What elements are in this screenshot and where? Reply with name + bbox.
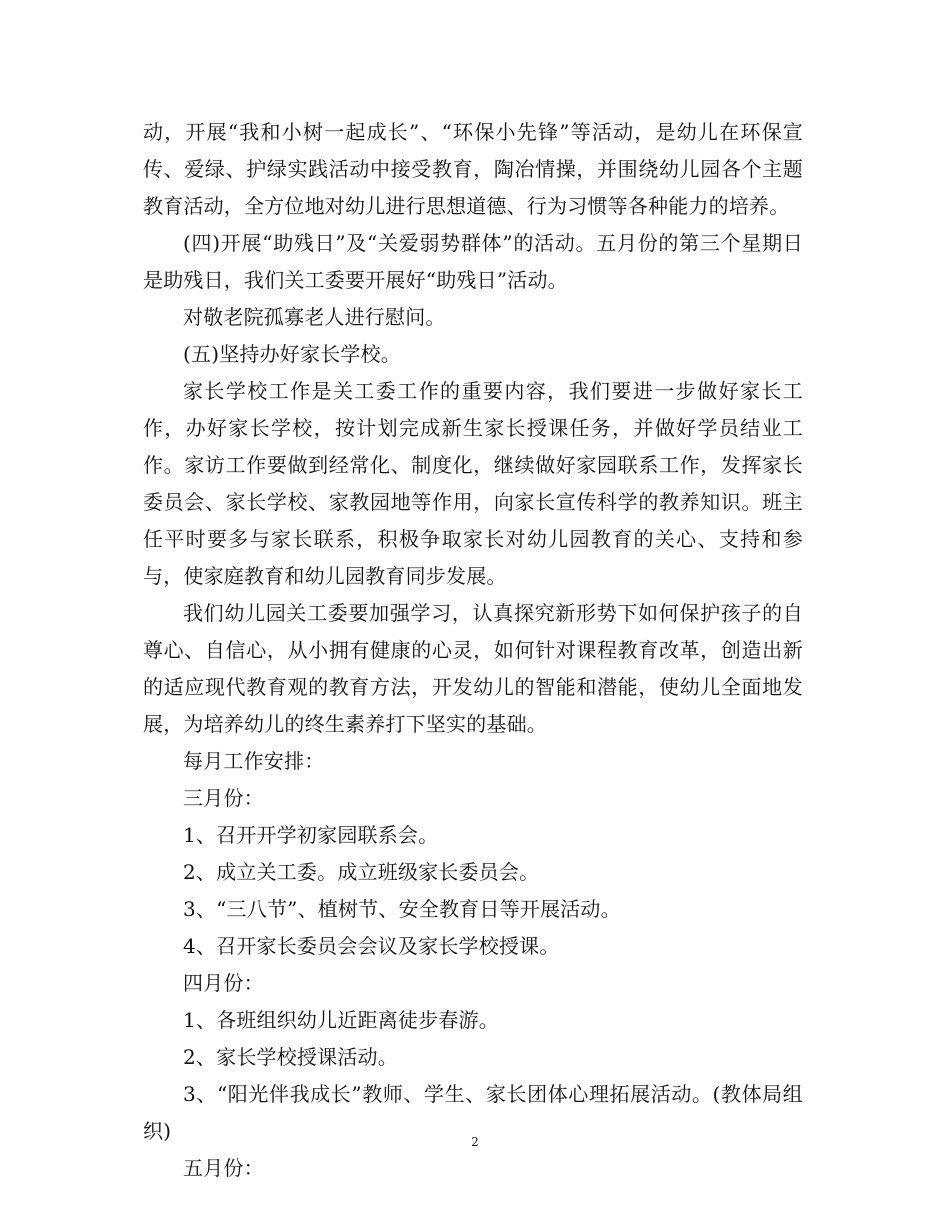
- document-body: [143, 114, 803, 1187]
- month-april-heading: 四月份：: [183, 971, 264, 995]
- month-may-heading: 五月份：: [183, 1156, 264, 1180]
- list-item: 1、各班组织幼儿近距离徒步春游。: [183, 1008, 499, 1032]
- list-item: 1、召开开学初家园联系会。: [183, 823, 439, 847]
- month-march-heading: 三月份：: [183, 786, 264, 810]
- paragraph-continued-activities: 动，开展“我和小树一起成长”、“环保小先锋”等活动，是幼儿在环保宣传、爱绿、护绿实践活动中接受教育，陶冶情操，并围绕幼儿园各个主题教育活动，全方位地对幼儿进行思想道德、行为习惯等各种能力的培养。: [143, 120, 803, 218]
- page-number: 2: [471, 1135, 479, 1149]
- paragraph-parent-school: 家长学校工作是关工委工作的重要内容，我们要进一步做好家长工作，办好家长学校，按计划完成新生家长授课任务，并做好学员结业工作。家访工作要做到经常化、制度化，继续做好家园联系工作，发挥家长委员会、家长学校、家教园地等作用，向家长宣传科学的教养知识。班主任平时要多与家长联系，积极争取家长对幼儿园教育的关心、支持和参与，使家庭教育和幼儿园教育同步发展。: [143, 379, 803, 588]
- paragraph-learning: 我们幼儿园关工委要加强学习，认真探究新形势下如何保护孩子的自尊心、自信心，从小拥有健康的心灵，如何针对课程教育改革，创造出新的适应现代教育观的教育方法，开发幼儿的智能和潜能，使幼儿全面地发展，为培养幼儿的终生素养打下坚实的基础。: [143, 601, 803, 736]
- list-item: 2、成立关工委。成立班级家长委员会。: [183, 860, 540, 884]
- paragraph-section-four: (四)开展“助残日”及“关爱弱势群体”的活动。五月份的第三个星期日是助残日，我们关工委要开展好“助残日”活动。: [143, 231, 803, 292]
- list-item: 4、召开家长委员会会议及家长学校授课。: [183, 934, 560, 958]
- list-item: 3、“三八节”、植树节、安全教育日等开展活动。: [183, 897, 621, 921]
- paragraph-elderly-visit: 对敬老院孤寡老人进行慰问。: [183, 305, 446, 329]
- list-item: 3、“阳光伴我成长”教师、学生、家长团体心理拓展活动。(教体局组织): [143, 1082, 803, 1143]
- list-item: 2、家长学校授课活动。: [183, 1045, 398, 1069]
- paragraph-section-five-heading: (五)坚持办好家长学校。: [183, 342, 402, 366]
- monthly-plan-heading: 每月工作安排：: [183, 749, 325, 773]
